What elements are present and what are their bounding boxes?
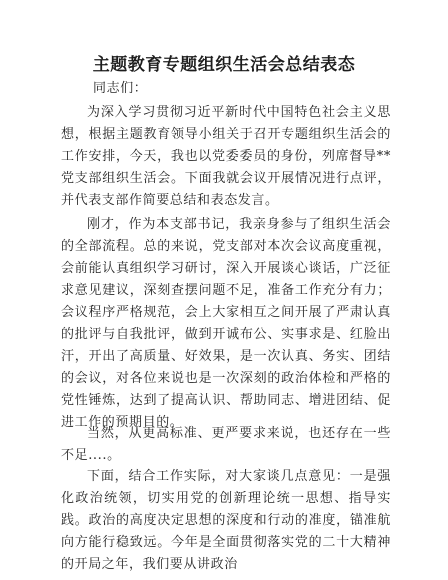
paragraph-2: 刚才，作为本支部书记，我亲身参与了组织生活会的全部流程。总的来说，党支部对本次会议高度重视，会前能认真组织学习研讨，深入开展谈心谈话，广泛征求意见建议，深刻查摆问题不足，准备工作充分有力；会议程序严格规范，会上大家相互之间开展了严肃认真的批评与自我批评，做到开诚布公、实事求是、红脸出汗，开出了高质量、好效果，是一次认真、务实、团结的会议，对各位来说也是一次深刻的政治体检和严格的党性锤炼，达到了提高认识、帮助同志、增进团结、促进工作的预期目的。 [61, 217, 391, 430]
paragraph-1: 为深入学习贯彻习近平新时代中国特色社会主义思想，根据主题教育领导小组关于召开专题组织生活会的工作安排，今天，我也以党委委员的身份，列席督导**党支部组织生活会。下面我就会议开展情况进行点评，并代表支部作简要总结和表态发言。 [61, 105, 391, 208]
paragraph-3: 当然，从更高标准、更严要求来说，也还存在一些不足....。 [61, 426, 391, 463]
document-title: 主题教育专题组织生活会总结表态 [92, 55, 356, 75]
paragraph-4: 下面，结合工作实际，对大家谈几点意见：一是强化政治统领，切实用党的创新理论统一思想、指导实践。政治的高度决定思想的深度和行动的准度，锚准航向方能行稳致远。今年是全面贯彻落实党的二十大精神的开局之年，我们要从讲政治 [61, 469, 391, 572]
salutation: 同志们： [93, 81, 148, 96]
